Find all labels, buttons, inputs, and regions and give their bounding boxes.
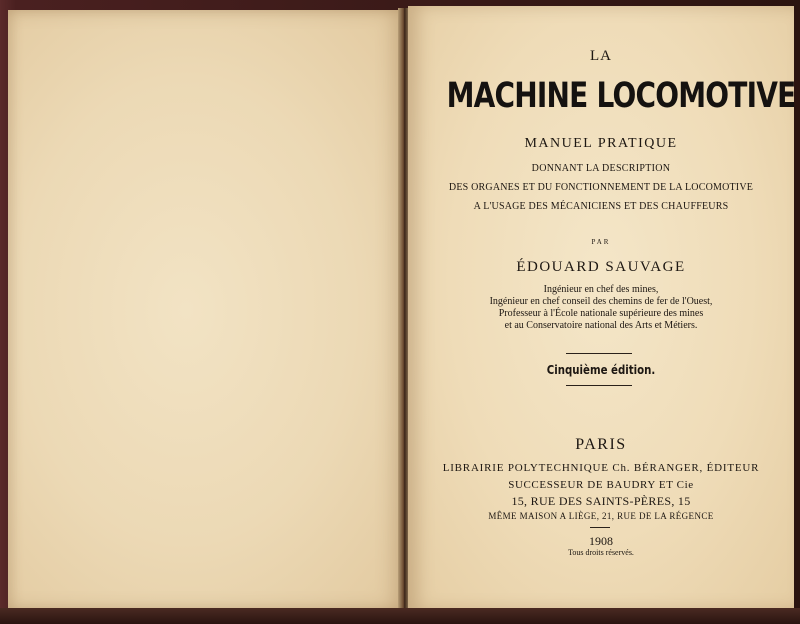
title-article: LA: [590, 48, 612, 64]
rights-notice: Tous droits réservés.: [568, 548, 634, 557]
publisher-address: 15, RUE DES SAINTS-PÈRES, 15: [511, 494, 691, 508]
right-title-page: [408, 6, 794, 610]
book-title: MACHINE LOCOMOTIVE: [446, 76, 796, 116]
title-page-content: [408, 6, 794, 610]
book-bottom-edge: [0, 608, 800, 624]
divider-rule: [590, 527, 610, 528]
publication-city: PARIS: [575, 436, 627, 453]
book-subtitle: MANUEL PRATIQUE: [524, 136, 678, 151]
publisher-line: SUCCESSEUR DE BAUDRY ET Cie: [508, 479, 694, 491]
author-credential: et au Conservatoire national des Arts et Métiers.: [504, 320, 698, 331]
left-blank-page: [8, 10, 404, 610]
publisher-branch: MÊME MAISON A LIÈGE, 21, RUE DE LA RÉGENCE: [488, 511, 714, 521]
description-line: DONNANT LA DESCRIPTION: [531, 163, 671, 174]
description-line: A L'USAGE DES MÉCANICIENS ET DES CHAUFFEURS: [473, 201, 729, 212]
publication-year: 1908: [589, 534, 613, 548]
divider-rule: [566, 353, 632, 354]
description-line: DES ORGANES ET DU FONCTIONNEMENT DE LA LOCOMOTIVE: [448, 182, 754, 193]
author-name: ÉDOUARD SAUVAGE: [516, 259, 686, 275]
author-credential: Ingénieur en chef des mines,: [543, 284, 659, 295]
by-label: PAR: [591, 238, 611, 246]
author-credential: Professeur à l'École nationale supérieure des mines: [498, 308, 704, 319]
edition-label: Cinquième édition.: [546, 363, 656, 377]
author-credential: Ingénieur en chef conseil des chemins de fer de l'Ouest,: [489, 296, 713, 307]
divider-rule: [566, 385, 632, 386]
publisher-line: LIBRAIRIE POLYTECHNIQUE Ch. BÉRANGER, ÉDITEUR: [442, 462, 760, 474]
